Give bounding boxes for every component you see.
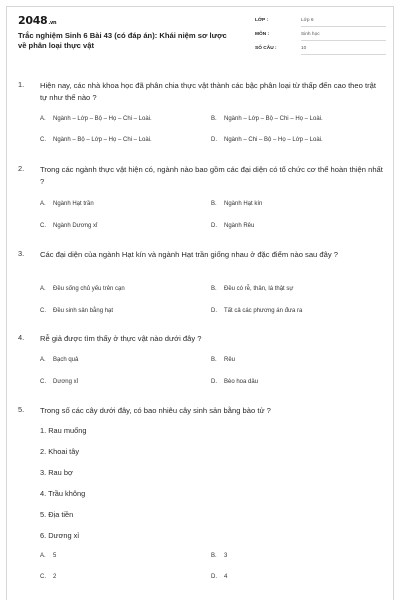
option-text: Ngành Hạt kín xyxy=(224,201,263,207)
option-c[interactable] xyxy=(40,137,152,143)
option-text: Bèo hoa dâu xyxy=(224,379,259,385)
question-text: Rễ giả được tìm thấy ở thực vật nào dưới đây ? xyxy=(40,334,202,343)
option-d[interactable] xyxy=(211,308,302,314)
option-text: Ngành – Bộ – Lớp – Họ – Chi – Loài. xyxy=(53,137,152,143)
option-text: Tất cả các phương án đưa ra xyxy=(224,308,303,314)
option-letter: A. xyxy=(40,201,46,207)
meta-label: SỐ CÂU : xyxy=(255,46,277,51)
option-text: Đều có rễ, thân, lá thật sự xyxy=(224,286,294,292)
option-letter: C. xyxy=(40,574,46,580)
option-c[interactable] xyxy=(40,223,97,229)
question-number: 4. xyxy=(18,333,25,342)
option-letter: A. xyxy=(40,286,46,292)
logo-text: 2048 xyxy=(18,14,48,27)
question-text: Hiện nay, các nhà khoa học đã phân chia thực vật thành các bậc phân loại từ thấp đến cao theo trật tự như thế nào ? xyxy=(40,81,376,102)
option-text: Ngành – Lớp – Bộ – Họ – Chi – Loài. xyxy=(53,116,152,122)
site-logo[interactable] xyxy=(18,14,56,27)
option-text: Dương xỉ xyxy=(53,379,78,385)
question-text: Các đại diện của ngành Hạt kín và ngành Hạt trần giống nhau ở đặc điểm nào sau đây ? xyxy=(40,250,338,259)
option-b[interactable] xyxy=(211,286,293,292)
meta-info xyxy=(255,16,386,58)
meta-row-subject xyxy=(255,30,386,44)
option-a[interactable] xyxy=(40,357,78,363)
option-letter: D. xyxy=(211,308,217,314)
option-text: Ngành Dương xỉ xyxy=(53,223,98,229)
option-letter: B. xyxy=(211,201,217,207)
logo-suffix: .vn xyxy=(48,20,57,26)
option-text: 3 xyxy=(224,553,228,559)
option-b[interactable] xyxy=(211,116,323,122)
option-d[interactable] xyxy=(211,574,227,580)
question-number: 2. xyxy=(18,164,25,173)
list-item: 2. Khoai tây xyxy=(40,447,80,456)
option-letter: D. xyxy=(211,137,217,143)
option-a[interactable] xyxy=(40,116,152,122)
option-text: Ngành Hạt trần xyxy=(53,201,94,207)
option-letter: D. xyxy=(211,223,217,229)
option-text: 5 xyxy=(53,553,57,559)
option-letter: C. xyxy=(40,308,46,314)
option-c[interactable] xyxy=(40,308,113,314)
option-text: Ngành – Lớp – Bộ – Chi – Họ – Loài. xyxy=(224,116,323,122)
option-letter: B. xyxy=(211,553,217,559)
option-letter: B. xyxy=(211,286,217,292)
list-item: 6. Dương xỉ xyxy=(40,531,79,540)
list-item: 1. Rau muống xyxy=(40,426,87,435)
option-letter: B. xyxy=(211,357,217,363)
option-a[interactable] xyxy=(40,286,125,292)
option-text: Đều sinh sản bằng hạt xyxy=(53,308,114,314)
option-text: Ngành – Chi – Bộ – Họ – Lớp – Loài. xyxy=(224,137,323,143)
option-text: Rêu xyxy=(224,357,236,363)
option-text: Bạch quả xyxy=(53,357,79,363)
meta-row-class xyxy=(255,16,386,30)
option-letter: B. xyxy=(211,116,217,122)
list-item: 5. Địa tiền xyxy=(40,510,74,519)
option-letter: C. xyxy=(40,223,46,229)
question-number: 5. xyxy=(18,405,25,414)
option-text: 2 xyxy=(53,574,57,580)
option-b[interactable] xyxy=(211,201,262,207)
header xyxy=(18,14,386,62)
meta-value: Lớp 6 xyxy=(301,18,386,27)
meta-value: 10 xyxy=(301,46,386,55)
list-item: 4. Trầu không xyxy=(40,489,86,498)
option-d[interactable] xyxy=(211,379,258,385)
option-a[interactable] xyxy=(40,553,56,559)
option-c[interactable] xyxy=(40,379,78,385)
option-d[interactable] xyxy=(211,223,254,229)
option-text: Đều sống chủ yếu trên cạn xyxy=(53,286,125,292)
option-letter: D. xyxy=(211,379,217,385)
option-a[interactable] xyxy=(40,201,94,207)
meta-label: MÔN : xyxy=(255,32,270,37)
question-number: 1. xyxy=(18,80,25,89)
option-text: Ngành Rêu xyxy=(224,223,255,229)
question-number: 3. xyxy=(18,249,25,258)
option-letter: C. xyxy=(40,137,46,143)
option-c[interactable] xyxy=(40,574,56,580)
option-letter: D. xyxy=(211,574,217,580)
option-letter: A. xyxy=(40,116,46,122)
meta-value: Sinh học xyxy=(301,32,386,41)
option-d[interactable] xyxy=(211,137,323,143)
page-title: Trắc nghiệm Sinh 6 Bài 43 (có đáp án): Khái niệm sơ lược về phân loại thực vật xyxy=(18,31,227,50)
meta-label: LỚP : xyxy=(255,18,269,23)
list-item: 3. Rau bợ xyxy=(40,468,73,477)
option-letter: A. xyxy=(40,553,46,559)
option-letter: C. xyxy=(40,379,46,385)
meta-row-count xyxy=(255,44,386,58)
option-b[interactable] xyxy=(211,357,235,363)
option-text: 4 xyxy=(224,574,228,580)
question-text: Trong các ngành thực vật hiện có, ngành nào bao gồm các đại diện có tổ chức cơ thể hoàn thiện nhất ? xyxy=(40,165,383,186)
question-text: Trong số các cây dưới đây, có bao nhiêu cây sinh sản bằng bào tử ? xyxy=(40,406,271,415)
option-b[interactable] xyxy=(211,553,227,559)
option-letter: A. xyxy=(40,357,46,363)
